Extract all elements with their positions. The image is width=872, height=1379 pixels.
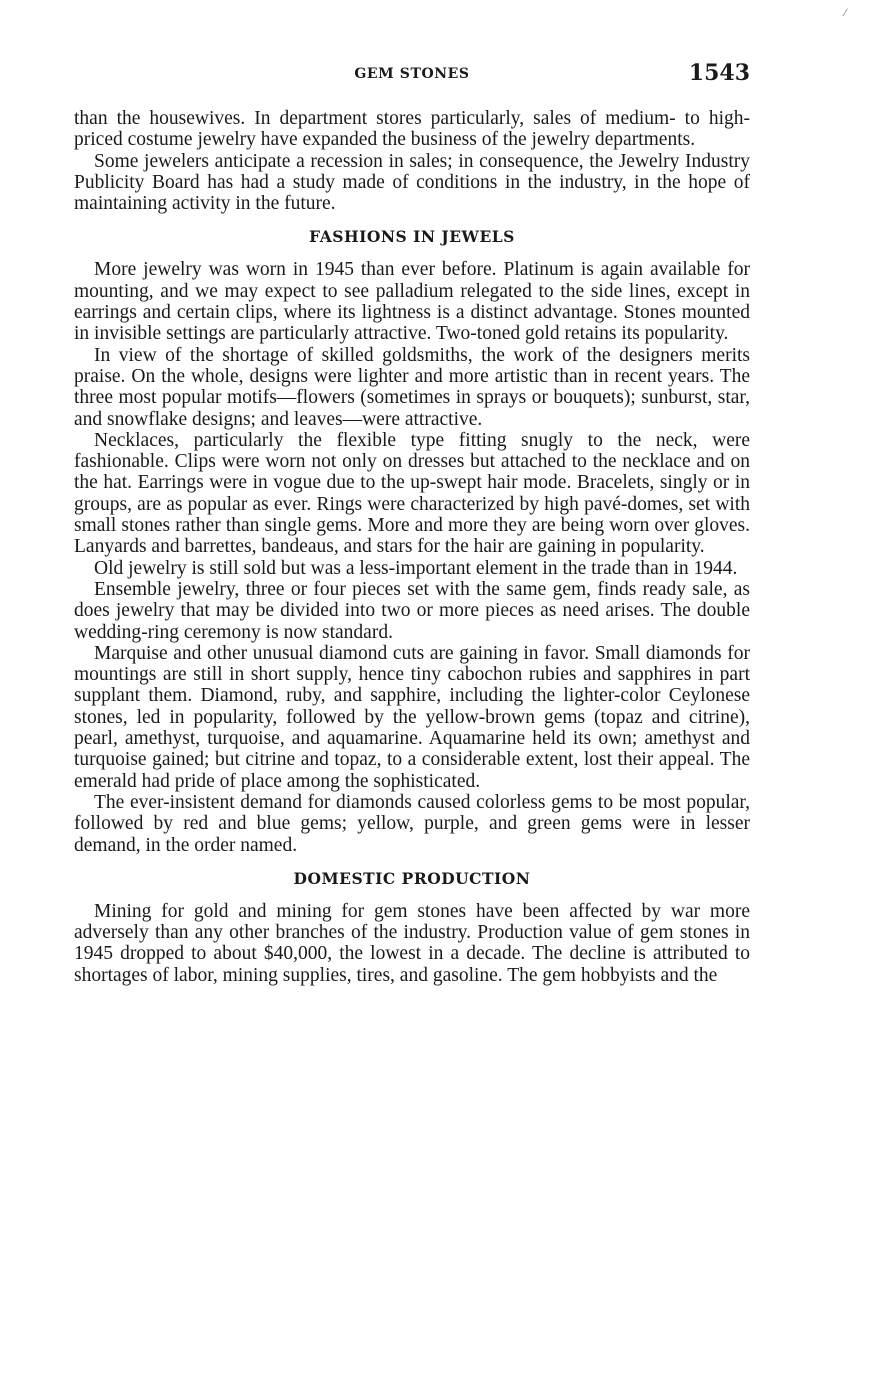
page-number: 1543 [688,60,750,86]
section-heading-fashions: FASHIONS IN JEWELS [309,227,515,247]
section-heading-domestic: DOMESTIC PRODUCTION [293,868,531,888]
intro-paragraph: Some jewelers anticipate a recession in sales; in consequence, the Jewelry Industry Publicity Board has had a study made of conditions in the industry, in the hope of maintaining activity in the future. [74,150,750,215]
scan-mark: ⁄ [844,8,846,19]
paragraph: More jewelry was worn in 1945 than ever before. Platinum is again available for mounting, and we may expect to see palladium relegated to the side lines, except in earrings and certain clips, where its lightness is a distinct advantage. Stones mounted in invisible settings are particularly attractive. Two-toned gold retains its popularity. [74,259,750,345]
body-text [74,108,750,986]
continuation-paragraph: than the housewives. In department stores particularly, sales of medium- to high-priced costume jewelry have expanded the business of the jewelry departments. [74,108,750,151]
paragraph: Mining for gold and mining for gem stones have been affected by war more adversely than any other branches of the industry. Production value of gem stones in 1945 dropped to about $40,000, the lowest in a decade. The decline is attributed to shortages of labor, mining supplies, tires, and gasoline. The gem hobbyists and the [74,900,750,986]
paragraph: Necklaces, particularly the flexible type fitting snugly to the neck, were fashionable. Clips were worn not only on dresses but attached to the necklace and on the hat. Earrings were in vogue due to the up-swept hair mode. Bracelets, singly or in groups, are as popular as ever. Rings were characterized by high pavé-domes, set with small stones rather than single gems. More and more they are being worn over gloves. Lanyards and barrettes, bandeaus, and stars for the hair are gaining in popularity. [74,429,750,558]
running-title: GEM STONES [354,66,470,82]
paragraph: The ever-insistent demand for diamonds caused colorless gems to be most popular, followed by red and blue gems; yellow, purple, and green gems were in lesser demand, in the order named. [74,791,750,856]
paragraph: Marquise and other unusual diamond cuts are gaining in favor. Small diamonds for mountings are still in short supply, hence tiny cabochon rubies and sapphires in part supplant them. Diamond, ruby, and sapphire, including the lighter-color Ceylonese stones, led in popularity, followed by the yellow-brown gems (topaz and citrine), pearl, amethyst, turquoise, and aquamarine. Aquamarine held its own; amethyst and turquoise gained; but citrine and topaz, to a considerable extent, lost their appeal. The emerald had pride of place among the sophisticated. [74,642,750,792]
running-head [74,60,750,90]
paragraph: Ensemble jewelry, three or four pieces set with the same gem, finds ready sale, as does jewelry that may be divided into two or more pieces as need arises. The double wedding-ring ceremony is now standard. [74,578,750,643]
paragraph: Old jewelry is still sold but was a less-important element in the trade than in 1944. [94,557,738,579]
paragraph: In view of the shortage of skilled goldsmiths, the work of the designers merits praise. On the whole, designs were lighter and more artistic than in recent years. The three most popular motifs—flowers (sometimes in sprays or bouquets); sunburst, star, and snowflake designs; and leaves—were attractive. [74,344,750,430]
